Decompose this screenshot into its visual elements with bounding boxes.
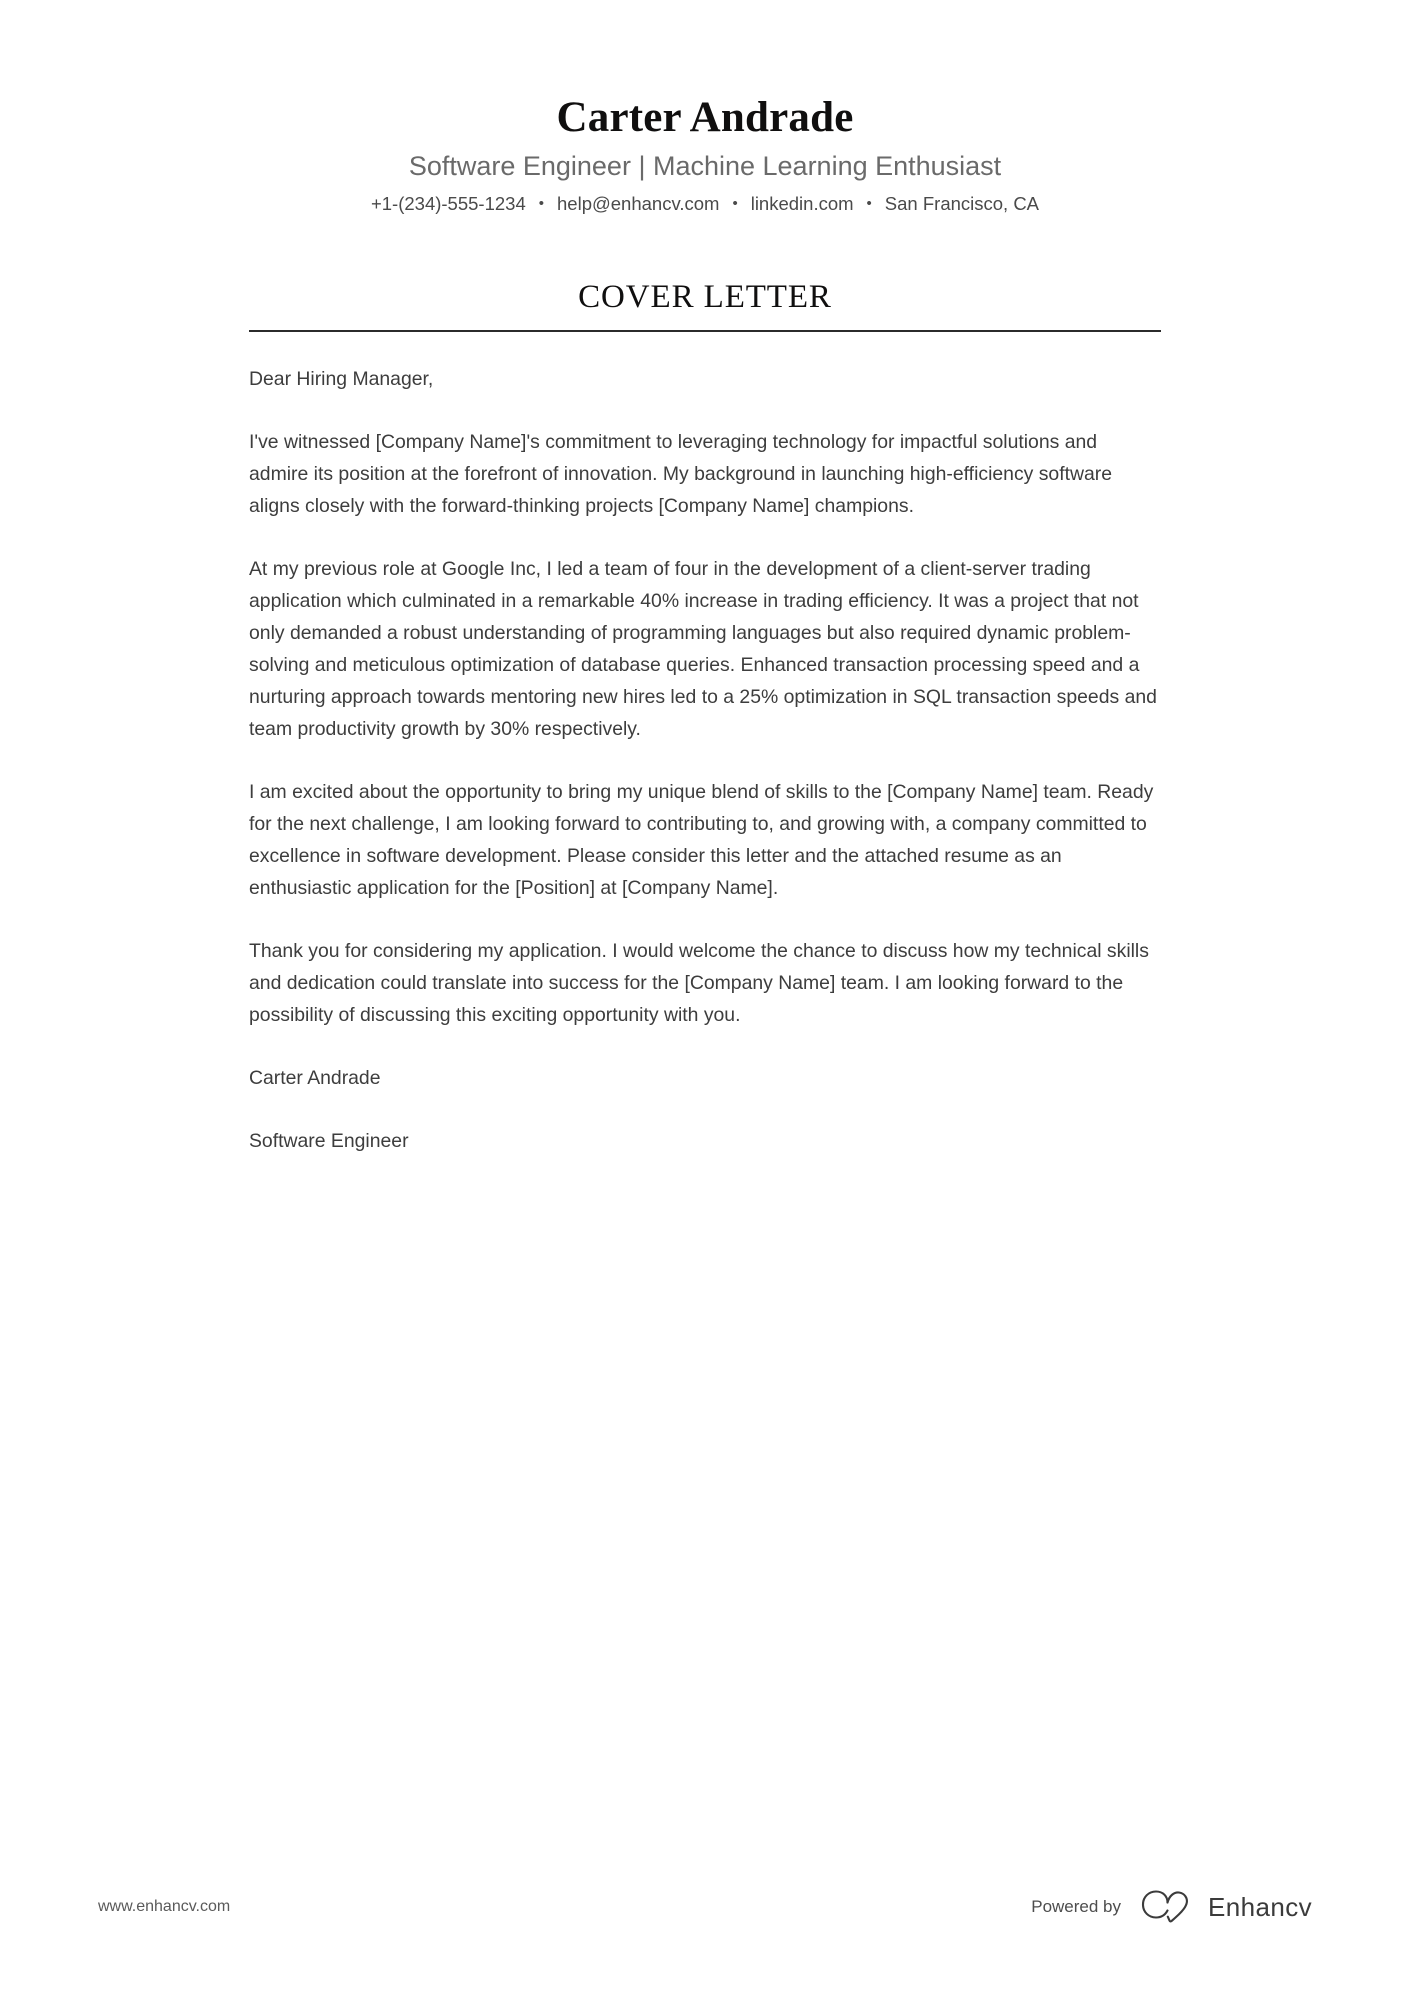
candidate-full-name: Carter Andrade <box>556 94 854 141</box>
enhancv-brand-name: Enhancv <box>1208 1891 1312 1922</box>
document-header <box>0 0 1410 215</box>
letter-paragraph: Thank you for considering my application. I would welcome the chance to discuss how my technical skills and dedication could translate into success for the [Company Name] team. I am looking forward to the possibility of discussing this exciting opportunity with you. <box>249 940 1149 1027</box>
letter-salutation: Dear Hiring Manager, <box>249 368 434 391</box>
letter-paragraph: I've witnessed [Company Name]'s commitment to leveraging technology for impactful solutions and admire its position at the forefront of innovation. My background in launching high-efficiency software aligns closely with the forward-thinking projects [Company Name] champions. <box>249 431 1113 518</box>
enhancv-infinity-logo-icon <box>1137 1890 1195 1924</box>
contact-separator-icon: • <box>538 194 545 212</box>
signature-title: Software Engineer <box>249 1130 409 1153</box>
powered-by-label: Powered by <box>1031 1897 1122 1916</box>
signature-name: Carter Andrade <box>249 1067 381 1090</box>
section-title: COVER LETTER <box>578 279 832 316</box>
contact-separator-icon: • <box>732 194 738 212</box>
contact-separator-icon: • <box>866 194 872 212</box>
document-footer <box>0 1887 1410 1927</box>
contact-email[interactable]: help@enhancv.com <box>557 193 720 215</box>
contact-linkedin[interactable]: linkedin.com <box>750 193 854 215</box>
letter-paragraph: At my previous role at Google Inc, I led a team of four in the development of a client-server trading application which culminated in a remarkable 40% increase in trading efficiency. It was a project that not only demanded a robust understanding of programming languages but also required dynamic problem-solving and meticulous optimization of database queries. Enhanced transaction processing speed and a nurturing approach towards mentoring new hires led to a 25% optimization in SQL transaction speeds and team productivity growth by 30% respectively. <box>249 558 1157 741</box>
footer-branding <box>1031 1890 1312 1924</box>
candidate-headline: Software Engineer | Machine Learning Enthusiast <box>408 151 1002 181</box>
letter-body <box>249 332 1161 1157</box>
enhancv-logo-lockup[interactable] <box>1137 1890 1312 1924</box>
contact-phone: +1-(234)-555-1234 <box>370 193 526 215</box>
cover-letter-section-header <box>249 215 1161 332</box>
contact-details <box>0 193 1410 215</box>
letter-paragraph: I am excited about the opportunity to bring my unique blend of skills to the [Company Name] team. Ready for the next challenge, I am looking forward to contributing to, and growing with, a company committed to excellence in software development. Please consider this letter and the attached resume as an enthusiastic application for the [Position] at [Company Name]. <box>249 781 1154 900</box>
footer-website-url[interactable]: www.enhancv.com <box>98 1898 231 1915</box>
contact-location: San Francisco, CA <box>884 193 1040 215</box>
